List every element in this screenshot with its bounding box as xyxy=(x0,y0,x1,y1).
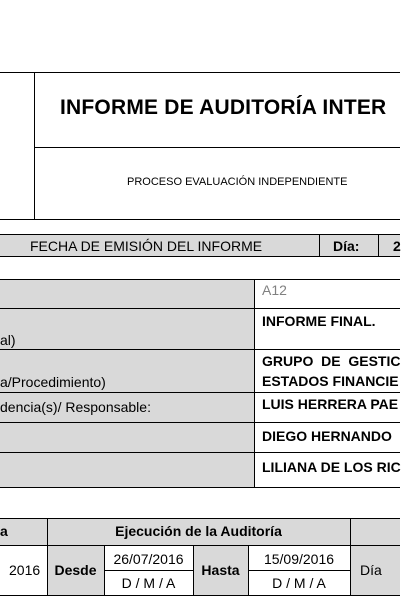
emission-date-label: FECHA DE EMISIÓN DEL INFORME xyxy=(30,238,263,254)
table-row-label: al) xyxy=(0,332,16,348)
desde-label: Desde xyxy=(54,562,97,578)
desde-date: 26/07/2016 xyxy=(113,551,184,567)
emission-day-value: 2 xyxy=(393,238,401,254)
desde-date-format: D / M / A xyxy=(121,575,176,591)
table-row-label: dencia(s)/ Responsable: xyxy=(0,399,151,415)
execution-left-year: 2016 xyxy=(9,562,41,578)
hasta-label: Hasta xyxy=(201,562,240,578)
dia-label: Día xyxy=(360,562,382,578)
table-row-label: a/Procedimiento) xyxy=(0,374,106,390)
table-row-value: DIEGO HERNANDO xyxy=(262,428,392,444)
report-subtitle: PROCESO EVALUACIÓN INDEPENDIENTE xyxy=(127,176,348,188)
hasta-date-format: D / M / A xyxy=(272,575,326,591)
table-row-value: INFORME FINAL. xyxy=(262,313,376,329)
table-row-value: LILIANA DE LOS RIC xyxy=(262,459,401,475)
execution-left-header: a xyxy=(0,523,8,539)
execution-header: Ejecución de la Auditoría xyxy=(115,523,282,539)
report-title: INFORME DE AUDITORÍA INTER xyxy=(60,96,387,119)
table-row-value: A12 xyxy=(262,282,287,298)
table-row-value: LUIS HERRERA PAE xyxy=(262,396,399,412)
table-row-value: GRUPO DE GESTIC xyxy=(262,353,401,369)
hasta-date: 15/09/2016 xyxy=(263,551,335,567)
emission-day-label: Día: xyxy=(333,238,360,254)
table-row-value: ESTADOS FINANCIE xyxy=(262,373,399,389)
